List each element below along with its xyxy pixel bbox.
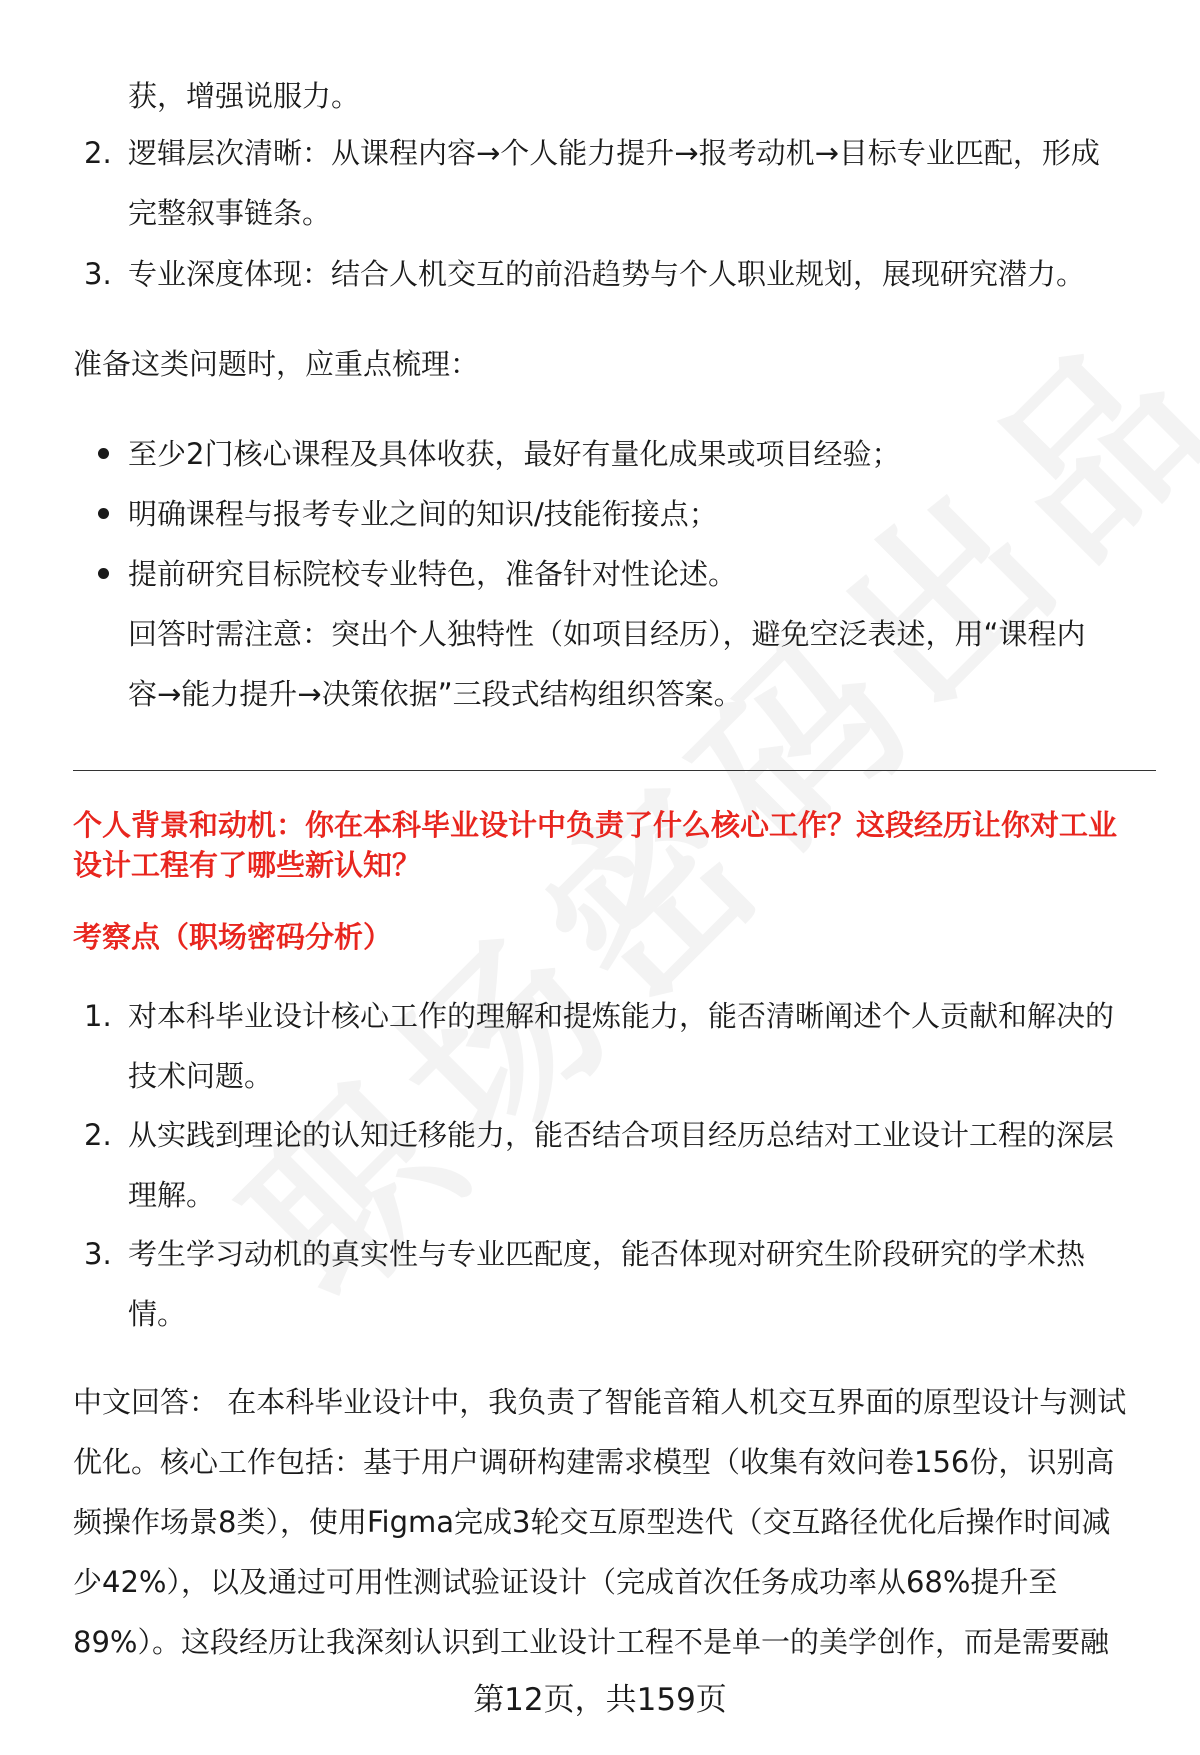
list-item-3-number: 3. [84,257,112,291]
list-item-1-continuation: 获，增强说服力。 [128,79,361,113]
section-divider [73,770,1156,771]
bullet-item-3: 提前研究目标院校专业特色，准备针对性论述。 [128,557,738,591]
list-item-2-line2: 完整叙事链条。 [128,196,332,230]
question-line2: 设计工程有了哪些新认知？ [73,848,422,882]
answer-line4: 少42%），以及通过可用性测试验证设计（完成首次任务成功率从68%提升至 [73,1565,1058,1599]
bullet-item-2: 明确课程与报考专业之间的知识/技能衔接点； [128,497,718,531]
answer-line2: 优化。核心工作包括：基于用户调研构建需求模型（收集有效问卷156份，识别高 [73,1445,1115,1479]
section-heading: 考察点（职场密码分析） [73,920,393,954]
point-1-line2: 技术问题。 [128,1059,274,1093]
point-1-number: 1. [84,999,112,1033]
bullet-dot [98,508,109,519]
bullet-note-line2: 容→能力提升→决策依据”三段式结构组织答案。 [128,677,743,711]
list-item-3-line1: 专业深度体现：结合人机交互的前沿趋势与个人职业规划，展现研究潜力。 [128,257,1086,291]
point-2-line2: 理解。 [128,1178,216,1212]
point-3-line2: 情。 [128,1297,187,1331]
point-1-line1: 对本科毕业设计核心工作的理解和提炼能力，能否清晰阐述个人贡献和解决的 [128,999,1115,1033]
list-item-2-number: 2. [84,136,112,170]
point-3-number: 3. [84,1237,112,1271]
page-number: 第12页，共159页 [473,1682,727,1718]
point-3-line1: 考生学习动机的真实性与专业匹配度，能否体现对研究生阶段研究的学术热 [128,1237,1086,1271]
question-line1: 个人背景和动机：你在本科毕业设计中负责了什么核心工作？这段经历让你对工业 [73,808,1118,842]
prep-intro: 准备这类问题时，应重点梳理： [73,347,480,381]
answer-line5: 89%）。这段经历让我深刻认识到工业设计工程不是单一的美学创作，而是需要融 [73,1625,1109,1659]
bullet-dot [98,568,109,579]
bullet-item-1: 至少2门核心课程及具体收获，最好有量化成果或项目经验； [128,437,901,471]
point-2-number: 2. [84,1118,112,1152]
answer-line3: 频操作场景8类），使用Figma完成3轮交互原型迭代（交互路径优化后操作时间减 [73,1505,1111,1539]
point-2-line1: 从实践到理论的认知迁移能力，能否结合项目经历总结对工业设计工程的深层 [128,1118,1115,1152]
bullet-dot [98,448,109,459]
list-item-2-line1: 逻辑层次清晰：从课程内容→个人能力提升→报考动机→目标专业匹配，形成 [128,136,1100,170]
answer-line1: 中文回答： 在本科毕业设计中，我负责了智能音箱人机交互界面的原型设计与测试 [73,1385,1127,1419]
bullet-note-line1: 回答时需注意：突出个人独特性（如项目经历），避免空泛表述，用“课程内 [128,617,1086,651]
